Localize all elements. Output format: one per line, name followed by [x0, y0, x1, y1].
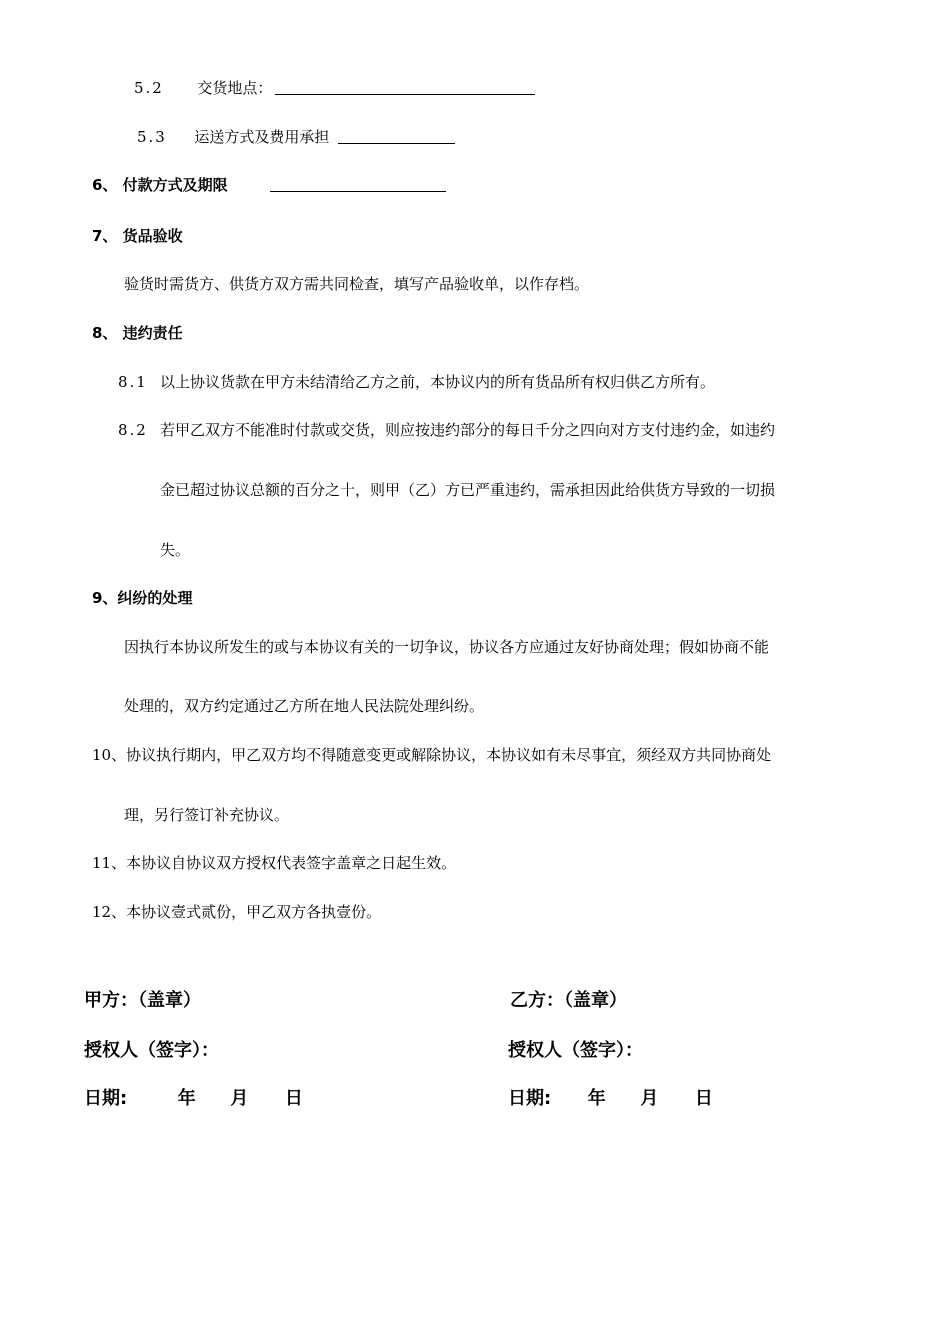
clause-9-heading: 9、纠纷的处理 — [92, 589, 193, 607]
clause-6-heading: 6、 付款方式及期限 — [92, 176, 228, 194]
clause-12: 12、本协议壹式贰份，甲乙双方各执壹份。 — [92, 903, 382, 921]
clause-8-1-text: 以上协议货款在甲方未结清给乙方之前，本协议内的所有货品所有权归供乙方所有。 — [160, 373, 716, 391]
payment-terms-field[interactable] — [270, 175, 446, 192]
day-label: 日 — [694, 1088, 713, 1109]
clause-number: 5.3 — [137, 128, 167, 146]
shipping-cost-label: 运送方式及费用承担 — [194, 128, 330, 146]
party-a-authorized: 授权人（签字）： — [84, 1040, 219, 1061]
clause-8-2-number: 8.2 — [118, 421, 148, 439]
year-label: 年 — [587, 1088, 606, 1109]
clause-number: 5.2 — [134, 79, 164, 97]
party-b-date — [508, 1087, 713, 1111]
clause-8-2-line-2: 金已超过协议总额的百分之十，则甲（乙）方已严重违约，需承担因此给供货方导致的一切损 — [160, 481, 776, 499]
shipping-cost-field[interactable] — [338, 127, 455, 144]
clause-8-2-line-1: 若甲乙双方不能准时付款或交货，则应按违约部分的每日千分之四向对方支付违约金，如违约 — [160, 421, 776, 439]
date-label: 日期: — [508, 1088, 552, 1109]
delivery-location-label: 交货地点： — [197, 79, 273, 97]
day-label: 日 — [284, 1088, 303, 1109]
delivery-location-field[interactable] — [275, 78, 535, 95]
month-label: 月 — [230, 1088, 249, 1109]
clause-8-1-number: 8.1 — [118, 373, 148, 391]
month-label: 月 — [640, 1088, 659, 1109]
clause-5-2 — [134, 78, 272, 98]
clause-8-heading: 8、 违约责任 — [92, 324, 183, 342]
party-a-date — [84, 1087, 303, 1111]
party-a-seal: 甲方：（盖章） — [84, 990, 201, 1011]
clause-8-2-line-3: 失。 — [160, 541, 191, 559]
clause-7-body: 验货时需货方、供货方双方需共同检查，填写产品验收单，以作存档。 — [124, 275, 590, 293]
party-b-authorized: 授权人（签字）： — [508, 1040, 643, 1061]
clause-5-3 — [137, 127, 329, 147]
clause-9-line-1: 因执行本协议所发生的或与本协议有关的一切争议，协议各方应通过友好协商处理；假如协商不能 — [124, 638, 770, 656]
clause-11: 11、本协议自协议双方授权代表签字盖章之日起生效。 — [92, 854, 457, 872]
clause-10-line-1: 10、协议执行期内，甲乙双方均不得随意变更或解除协议，本协议如有未尽事宜，须经双方共同协商处 — [92, 746, 772, 764]
party-b-seal: 乙方：（盖章） — [510, 990, 627, 1011]
date-label: 日期: — [84, 1088, 128, 1109]
clause-9-line-2: 处理的，双方约定通过乙方所在地人民法院处理纠纷。 — [124, 697, 485, 715]
year-label: 年 — [177, 1088, 196, 1109]
clause-10-line-2: 理，另行签订补充协议。 — [124, 806, 290, 824]
clause-7-heading: 7、 货品验收 — [92, 227, 183, 245]
